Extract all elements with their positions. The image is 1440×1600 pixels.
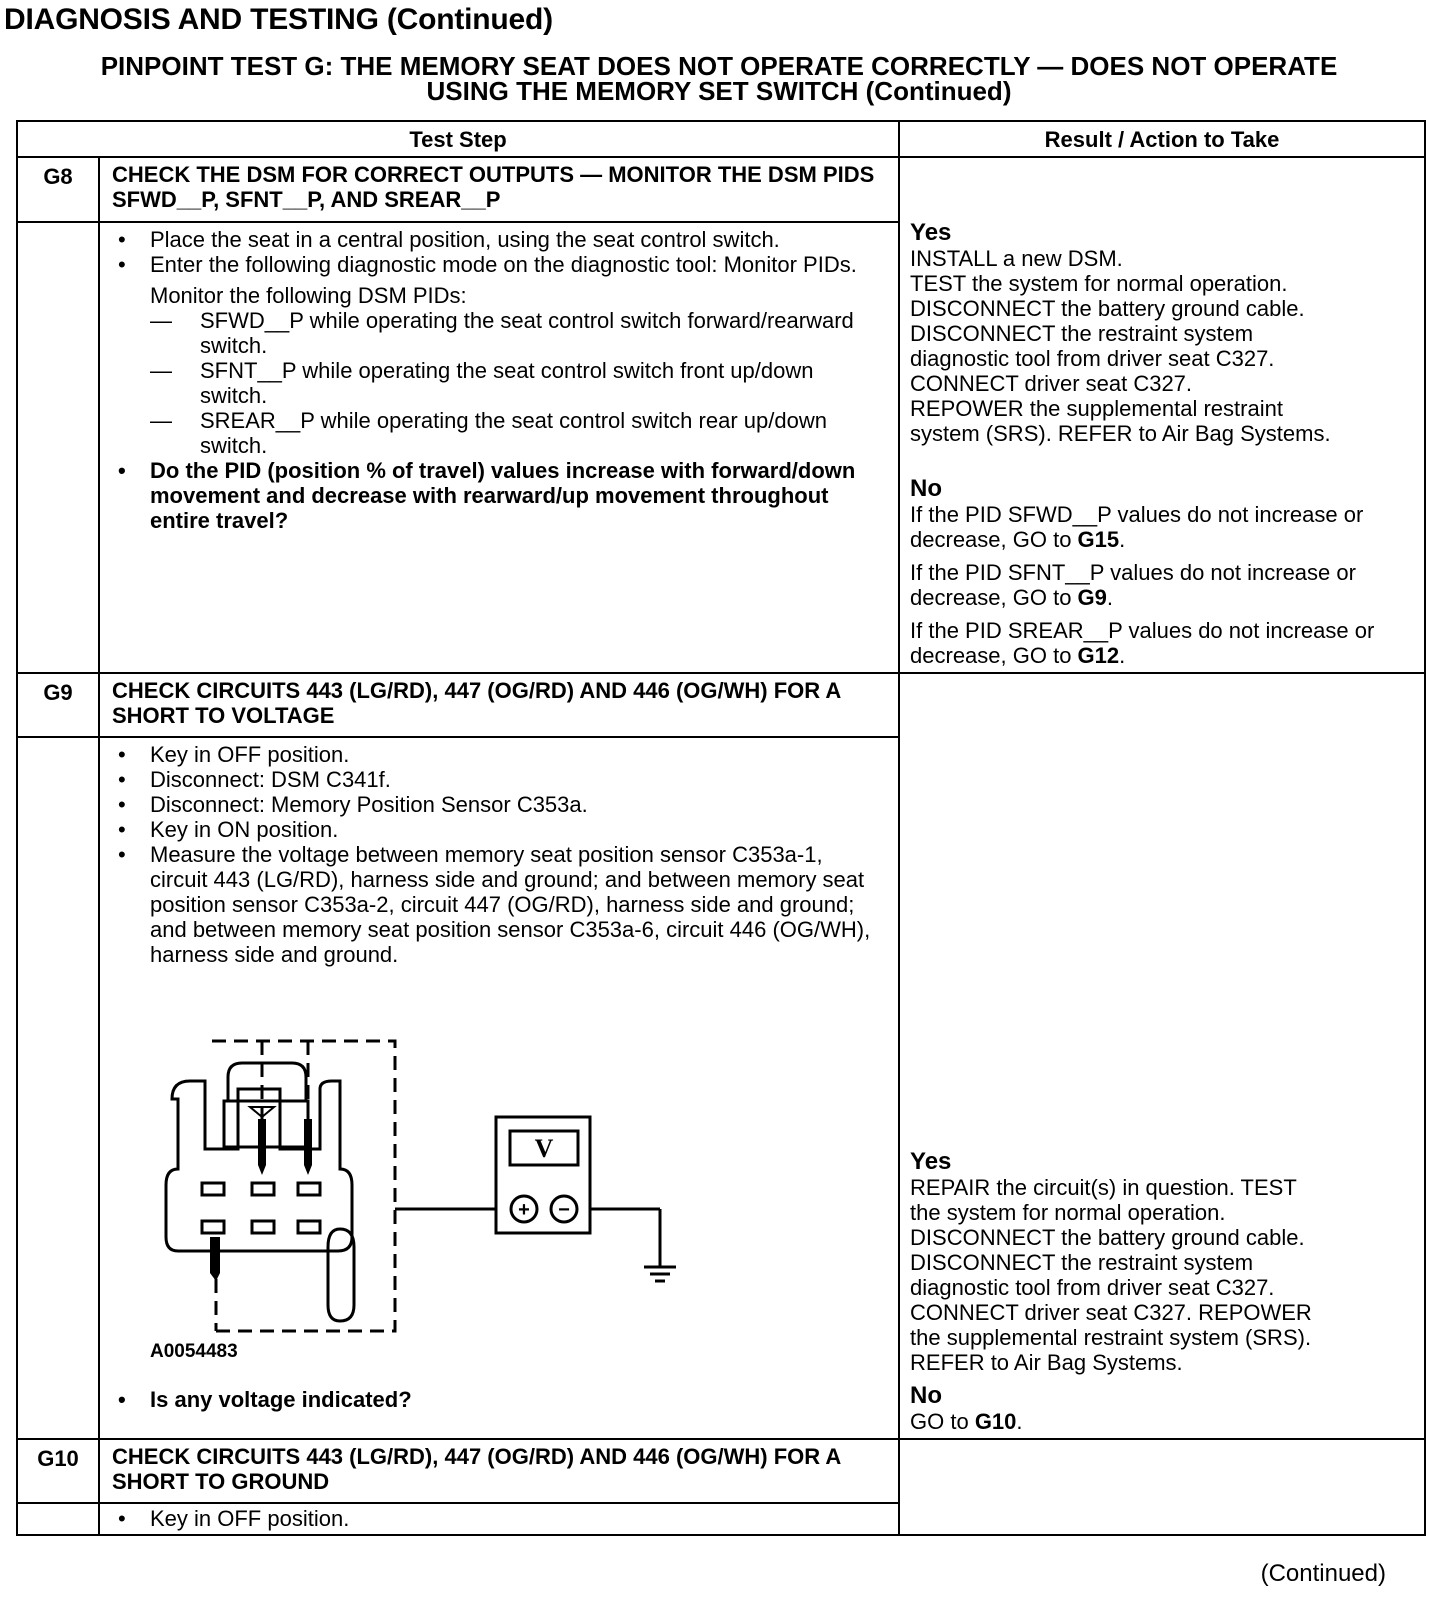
- table-header-row: [17, 121, 1425, 157]
- step-id-g8: G8: [17, 157, 99, 222]
- pinpoint-test-title-line1: PINPOINT TEST G: THE MEMORY SEAT DOES NOT OPERATE CORRECTLY — DOES NOT OPERATE: [100, 51, 1338, 81]
- g8-yes-line: system (SRS). REFER to Air Bag Systems.: [910, 421, 1331, 446]
- step-g8-result: [899, 157, 1425, 673]
- step-id-g9: G9: [17, 673, 99, 737]
- list-item: • Key in OFF position.: [150, 1506, 878, 1531]
- list-item: • Key in OFF position.: [150, 742, 878, 767]
- terminal-icon: [298, 1221, 320, 1233]
- g8-no-ref-g12[interactable]: G12: [1077, 643, 1120, 668]
- g8-yes-label: Yes: [910, 219, 952, 246]
- g8-no-item-1: If the PID SFWD__P values do not increase or decrease, GO to G15.: [910, 502, 1364, 552]
- g9-yes-line: REPAIR the circuit(s) in question. TEST: [910, 1175, 1297, 1200]
- g8-yes-line: DISCONNECT the battery ground cable.: [910, 296, 1305, 321]
- g8-yes-line: REPOWER the supplemental restraint: [910, 396, 1283, 421]
- g9-question-list: [112, 1387, 878, 1412]
- g8-no-ref-g15[interactable]: G15: [1077, 527, 1120, 552]
- g9-yes-line: REFER to Air Bag Systems.: [910, 1350, 1183, 1375]
- figure-label: A0054483: [150, 1341, 238, 1362]
- meter-plus-label: +: [518, 1199, 530, 1221]
- step-g10-heading-row: [17, 1439, 1425, 1503]
- step-g10-body: [99, 1503, 899, 1535]
- g8-yes-line: diagnostic tool from driver seat C327.: [910, 346, 1275, 371]
- connector-voltmeter-diagram: [150, 989, 710, 1349]
- g8-no-item-3: If the PID SREAR__P values do not increase or decrease, GO to G12.: [910, 618, 1375, 668]
- col-header-test-step: Test Step: [17, 121, 899, 157]
- continued-label: (Continued): [1260, 1560, 1386, 1587]
- g9-no-label: No: [910, 1382, 943, 1409]
- g8-bullet-list: [112, 227, 878, 277]
- list-item: • Key in ON position.: [150, 817, 878, 842]
- meter-symbol: V: [534, 1134, 554, 1163]
- terminal-icon: [202, 1221, 224, 1233]
- step-g8-body: [99, 222, 899, 673]
- list-item: • Measure the voltage between memory seat position sensor C353a-1, circuit 443 (LG/RD), harness side and ground; and between memory seat position sensor C353a-2, circuit 447 (OG/RD), harness side and ground; and between memory seat position sensor C353a-6, circuit 446 (OG/WH), harness side and ground.: [150, 842, 878, 967]
- list-item: — SFNT__P while operating the seat control switch front up/down switch.: [200, 358, 878, 408]
- g8-question: • Do the PID (position % of travel) values increase with forward/down movement and decrease with rearward/up movement throughout entire travel?: [150, 458, 878, 533]
- list-item: • Place the seat in a central position, using the seat control switch.: [150, 227, 878, 252]
- step-g8-heading-row: [17, 157, 1425, 222]
- g9-no-ref-g10[interactable]: G10: [974, 1409, 1017, 1434]
- g9-yes-line: DISCONNECT the restraint system: [910, 1250, 1254, 1275]
- g9-question: • Is any voltage indicated?: [150, 1387, 878, 1412]
- pinpoint-test-title-line2: USING THE MEMORY SET SWITCH (Continued): [426, 76, 1012, 106]
- page-title: DIAGNOSIS AND TESTING (Continued): [4, 3, 553, 36]
- g9-yes-label: Yes: [910, 1148, 952, 1175]
- step-g8-heading: CHECK THE DSM FOR CORRECT OUTPUTS — MONITOR THE DSM PIDS SFWD__P, SFNT__P, AND SREAR__P: [99, 157, 899, 222]
- list-item: — SFWD__P while operating the seat control switch forward/rearward switch.: [200, 308, 878, 358]
- g8-no-label: No: [910, 475, 943, 502]
- g9-bullet-list: [112, 742, 878, 967]
- test-step-table: [16, 120, 1426, 1536]
- probe-tip-icon: [304, 1119, 312, 1175]
- g8-yes-line: INSTALL a new DSM.: [910, 246, 1123, 271]
- g8-no-ref-g9[interactable]: G9: [1077, 585, 1107, 610]
- list-item: — SREAR__P while operating the seat control switch rear up/down switch.: [200, 408, 878, 458]
- g8-dash-list: [150, 308, 878, 458]
- col-header-result: Result / Action to Take: [899, 121, 1425, 157]
- g10-bullet-list: [112, 1506, 878, 1531]
- list-item: • Disconnect: Memory Position Sensor C353a.: [150, 792, 878, 817]
- step-g10-result: [899, 1439, 1425, 1535]
- g9-no-item: GO to G10.: [910, 1409, 1023, 1434]
- terminal-icon: [298, 1183, 320, 1195]
- terminal-icon: [252, 1221, 274, 1233]
- step-g9-body: [99, 737, 899, 1439]
- probe-tip-icon: [210, 1237, 220, 1281]
- step-g10-heading: CHECK CIRCUITS 443 (LG/RD), 447 (OG/RD) AND 446 (OG/WH) FOR A SHORT TO GROUND: [99, 1439, 899, 1503]
- connector-latch-icon: [228, 1063, 306, 1101]
- step-g9-heading: CHECK CIRCUITS 443 (LG/RD), 447 (OG/RD) AND 446 (OG/WH) FOR A SHORT TO VOLTAGE: [99, 673, 899, 737]
- probe-tip-icon: [258, 1119, 266, 1175]
- g8-yes-line: TEST the system for normal operation.: [910, 271, 1288, 296]
- list-item: • Enter the following diagnostic mode on the diagnostic tool: Monitor PIDs.: [150, 252, 878, 277]
- g9-yes-line: the supplemental restraint system (SRS).: [910, 1325, 1312, 1350]
- step-g9-result: [899, 673, 1425, 1439]
- voltage-test-figure: [150, 967, 878, 1387]
- g9-yes-line: diagnostic tool from driver seat C327.: [910, 1275, 1275, 1300]
- list-item: • Disconnect: DSM C341f.: [150, 767, 878, 792]
- step-g9-heading-row: [17, 673, 1425, 737]
- g8-monitor-intro: Monitor the following DSM PIDs:: [150, 282, 467, 308]
- g9-yes-line: the system for normal operation.: [910, 1200, 1226, 1225]
- pinpoint-test-title: [14, 51, 1424, 106]
- g8-monitor-block: [112, 283, 878, 458]
- g8-question-list: [112, 458, 878, 533]
- g9-yes-line: CONNECT driver seat C327. REPOWER: [910, 1300, 1312, 1325]
- terminal-icon: [252, 1183, 274, 1195]
- terminal-icon: [202, 1183, 224, 1195]
- meter-minus-label: −: [558, 1199, 570, 1221]
- dashed-probe-box: [212, 1041, 395, 1331]
- g8-yes-line: DISCONNECT the restraint system: [910, 321, 1254, 346]
- g8-yes-line: CONNECT driver seat C327.: [910, 371, 1193, 396]
- step-id-g10: G10: [17, 1439, 99, 1503]
- g9-yes-line: DISCONNECT the battery ground cable.: [910, 1225, 1305, 1250]
- g8-no-item-2: If the PID SFNT__P values do not increase or decrease, GO to G9.: [910, 560, 1356, 610]
